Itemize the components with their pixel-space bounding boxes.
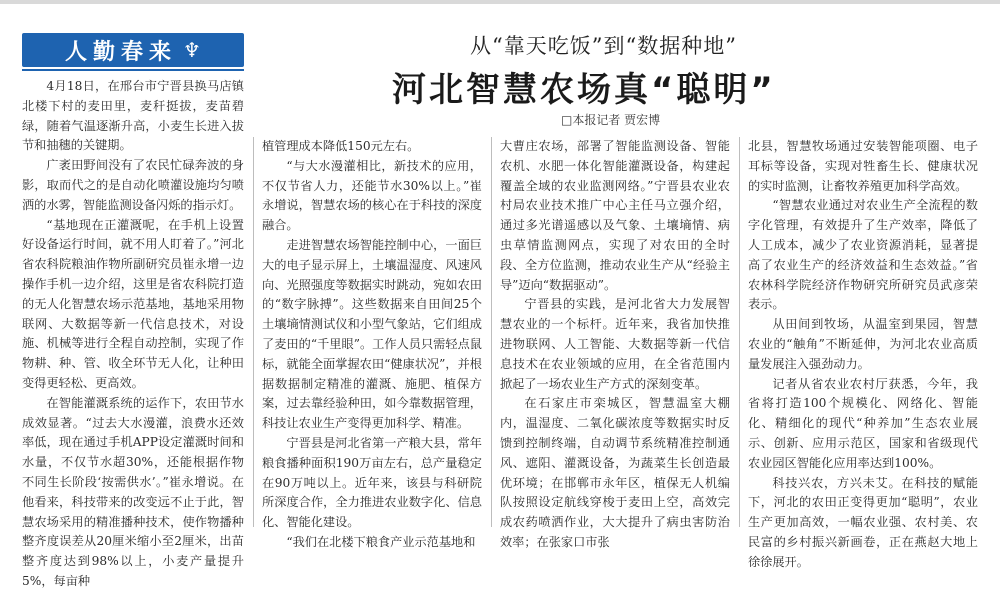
column-banner-label: 人勤春来 bbox=[65, 39, 178, 65]
paragraph: 记者从省农业农村厅获悉，今年，我省将打造100个规模化、网络化、智能化、精细化的现代“种养加”生态农业展示、创新、应用示范区，国家和省级现代农业园区智能化应用率达到100%。 bbox=[748, 376, 978, 470]
paragraph: 在智能灌溉系统的运作下，农田节水成效显著。“过去大水漫灌，浪费水还效率低，现在通过手机APP设定灌溉时间和水量，不仅节水超30%，还能根据作物不同生长阶段‘按需供水’。”崔永增说。在他看来，科技带来的改变远不止于此，智慧农场采用的精准播种技术，使作物播种整齐度误差从20厘米缩小至2厘米，出苗整齐度达到98%以上，小麦产量提升5%，每亩种 bbox=[22, 395, 244, 588]
paragraph: “基地现在正灌溉呢，在手机上设置好设备运行时间，就不用人盯着了。”河北省农科院粮油作物所副研究员崔永增一边操作手机一边介绍，这里是省农科院打造的无人化智慧农场示范基地，基地采用物联网、大数据等新一代信息技术，对设施、机械等进行全程自动控制，实现了作物耕、种、管、收全环节无人化，让种田变得更轻松、更高效。 bbox=[22, 217, 244, 390]
byline bbox=[561, 111, 660, 128]
article-column-2 bbox=[262, 137, 482, 553]
paragraph: 植管理成本降低150元左右。 bbox=[262, 139, 420, 153]
column-banner bbox=[22, 33, 244, 67]
article-column-3 bbox=[500, 137, 730, 553]
article-column-4 bbox=[748, 137, 978, 573]
sprout-icon: ♆ bbox=[183, 38, 201, 62]
paragraph: “智慧农业通过对农业生产全流程的数字化管理，有效提升了生产效率，降低了人工成本，减少了农业资源消耗，显著提高了农业生产的经济效益和生态效益。”省农林科学院经济作物研究所研究员武彦荣表示。 bbox=[748, 198, 978, 312]
headline-kicker: 从“靠天吃饭”到“数据种地” bbox=[470, 34, 737, 58]
column-divider bbox=[253, 137, 254, 527]
paragraph: 4月18日，在邢台市宁晋县换马店镇北楼下村的麦田里，麦秆挺拔，麦苗碧绿，随着气温逐渐升高，小麦生长进入拔节和抽穗的关键期。 bbox=[22, 79, 244, 153]
paragraph: 从田间到牧场，从温室到果园，智慧农业的“触角”不断延伸，为河北农业高质量发展注入强劲动力。 bbox=[748, 317, 978, 371]
paragraph: 宁晋县是河北省第一产粮大县，常年粮食播种面积190万亩左右，总产量稳定在90万吨以上。近年来，该县与科研院所深度合作，全力推进农业数字化、信息化、智能化建设。 bbox=[262, 435, 482, 530]
paragraph: 广袤田野间没有了农民忙碌奔波的身影，取而代之的是自动化喷灌设施均匀喷洒的水雾，智能监测设备闪烁的指示灯。 bbox=[22, 158, 244, 212]
column-divider bbox=[739, 137, 740, 527]
paragraph: 宁晋县的实践，是河北省大力发展智慧农业的一个标杆。近年来，我省加快推进物联网、人工智能、大数据等新一代信息技术在农业领域的应用，在全省范围内掀起了一场农业生产方式的深刻变革。 bbox=[500, 297, 730, 391]
top-strip bbox=[0, 0, 1000, 4]
paragraph: 科技兴农，方兴未艾。在科技的赋能下，河北的农田正变得更加“聪明”，农业生产更加高效，一幅农业强、农村美、农民富的乡村振兴新画卷，正在燕赵大地上徐徐展开。 bbox=[748, 475, 978, 569]
paragraph: “与大水漫灌相比，新技术的应用，不仅节省人力，还能节水30%以上。”崔永增说，智慧农场的核心在于科技的深度融合。 bbox=[262, 158, 482, 233]
paragraph: 北县，智慧牧场通过安装智能项圈、电子耳标等设备，实现对牲畜生长、健康状况的实时监测，让畜牧养殖更加科学高效。 bbox=[748, 139, 978, 193]
paragraph: 在石家庄市栾城区，智慧温室大棚内，温湿度、二氧化碳浓度等数据实时反馈到控制终端，自动调节系统精准控制通风、遮阳、灌溉设备，为蔬菜生长创造最优环境；在邯郸市永年区，植保无人机编队按照设定航线穿梭于麦田上空，高效完成农药喷洒作业，大大提升了病虫害防治效率；在张家口市张 bbox=[500, 396, 730, 549]
byline-box-icon: □ bbox=[561, 113, 573, 127]
banner-underline bbox=[22, 69, 244, 71]
column-divider bbox=[491, 137, 492, 527]
paragraph: 走进智慧农场智能控制中心，一面巨大的电子显示屏上，土壤温湿度、风速风向、光照强度等数据实时跳动，宛如农田的“数字脉搏”。这些数据来自田间25个土壤墒情测试仪和小型气象站，它们组成了麦田的“千里眼”。工作人员只需轻点鼠标，就能全面掌握农田“健康状况”，并根据数据制定精准的灌溉、施肥、植保方案，过去靠经验种田，如今靠数据管理，科技让农业生产变得更加科学、精准。 bbox=[262, 237, 482, 431]
paragraph: “我们在北楼下粮食产业示范基地和 bbox=[286, 534, 476, 549]
paragraph: 大曹庄农场，部署了智能监测设备、智能农机、水肥一体化智能灌溉设备，构建起覆盖全域的农业监测网络。”宁晋县农业农村局农业技术推广中心主任马立强介绍，通过多光谱遥感以及气象、土壤墒情、病虫草情监测网点，实现了对农田的全时段、全方位监测，推动农业生产从“经验主导”迈向“数据驱动”。 bbox=[500, 139, 730, 292]
headline-title: 河北智慧农场真“聪明” bbox=[392, 70, 776, 110]
byline-text: 本报记者 贾宏博 bbox=[572, 113, 661, 127]
article-column-1 bbox=[22, 77, 244, 592]
